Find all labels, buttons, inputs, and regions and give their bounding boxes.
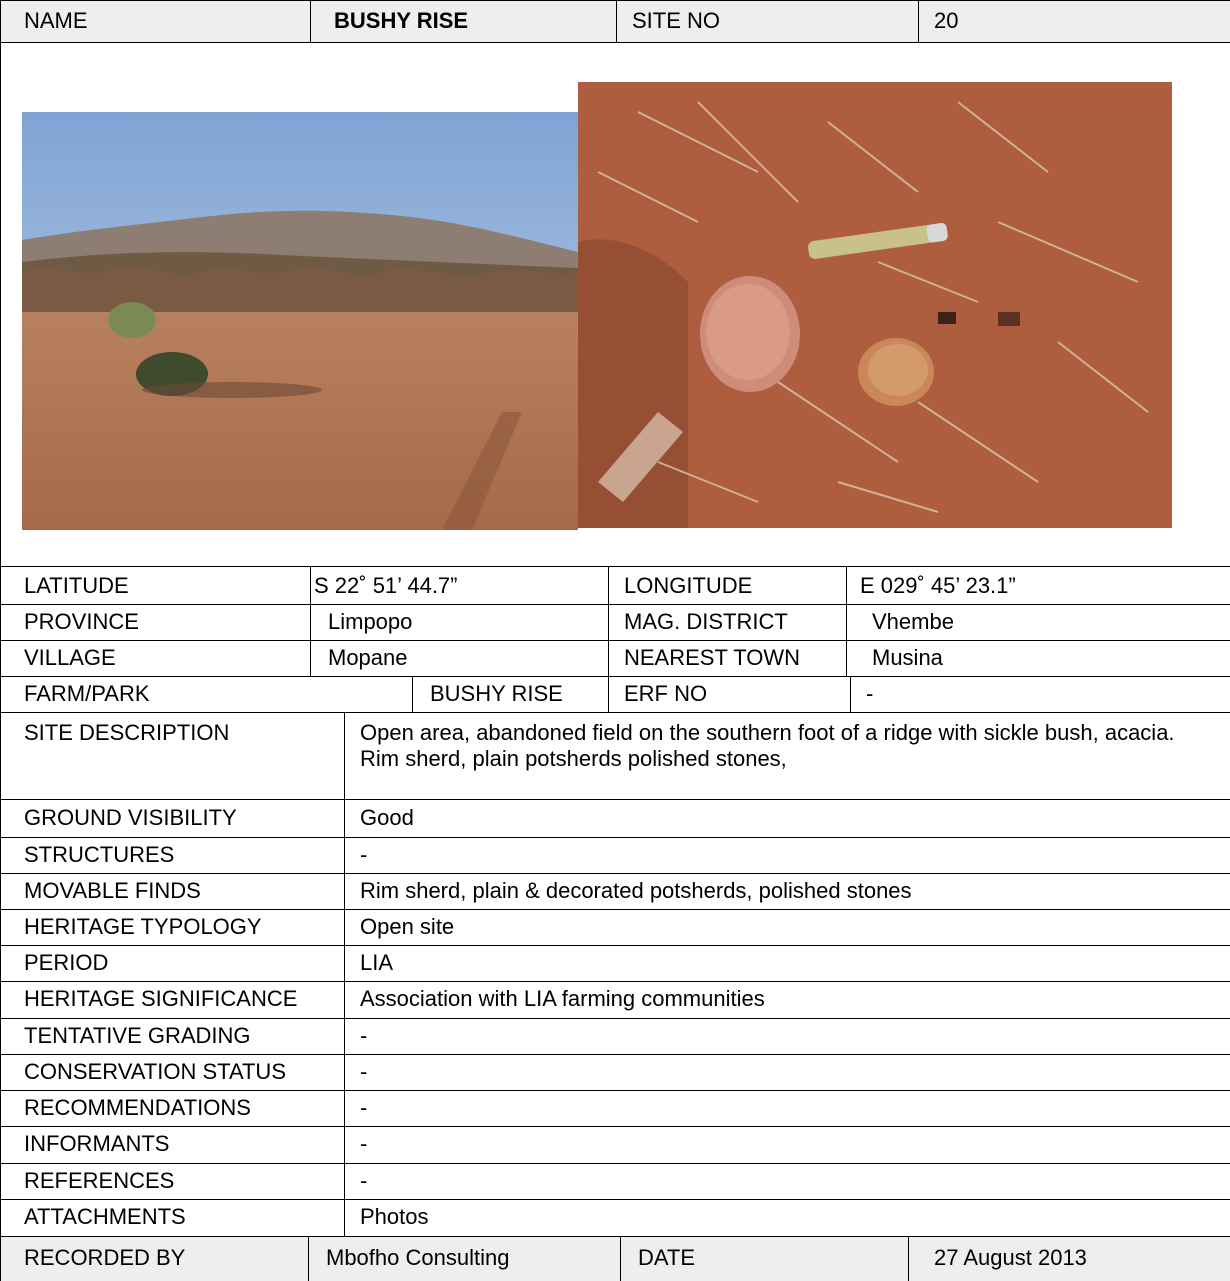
column-divider <box>412 676 413 712</box>
longitude-value: E 029˚ 45’ 23.1” <box>860 572 1016 598</box>
row-divider <box>0 1199 1230 1200</box>
attachments-label: ATTACHMENTS <box>24 1203 186 1229</box>
name-value: BUSHY RISE <box>334 7 469 33</box>
latitude-label: LATITUDE <box>24 572 129 598</box>
latitude-value: S 22˚ 51’ 44.7” <box>314 572 458 598</box>
row-divider <box>0 676 1230 677</box>
column-divider <box>308 1236 309 1281</box>
province-label: PROVINCE <box>24 608 139 634</box>
conservation-status-label: CONSERVATION STATUS <box>24 1058 286 1084</box>
structures-value: - <box>360 841 368 867</box>
row-divider <box>0 566 1230 567</box>
row-divider <box>0 604 1230 605</box>
period-label: PERIOD <box>24 949 109 975</box>
farm-label: FARM/PARK <box>24 680 150 706</box>
references-label: REFERENCES <box>24 1167 175 1193</box>
column-divider <box>918 0 919 42</box>
row-divider <box>0 1090 1230 1091</box>
site-description-label: SITE DESCRIPTION <box>24 720 230 745</box>
attachments-value: Photos <box>360 1203 429 1229</box>
column-divider <box>620 1236 621 1281</box>
period-value: LIA <box>360 949 394 975</box>
informants-value: - <box>360 1131 368 1157</box>
farm-value: BUSHY RISE <box>430 680 563 706</box>
column-divider <box>908 1236 909 1281</box>
references-value: - <box>360 1167 368 1193</box>
village-label: VILLAGE <box>24 644 116 670</box>
row-divider <box>0 981 1230 982</box>
column-divider <box>616 0 617 42</box>
heritage-significance-label: HERITAGE SIGNIFICANCE <box>24 986 298 1012</box>
row-divider <box>0 873 1230 874</box>
nearest-town-label: NEAREST TOWN <box>624 644 801 670</box>
row-divider <box>0 1018 1230 1019</box>
province-value: Limpopo <box>328 608 413 634</box>
column-divider <box>344 712 345 1236</box>
mag-district-label: MAG. DISTRICT <box>624 608 788 634</box>
recorded-by-label: RECORDED BY <box>24 1245 186 1271</box>
movable-finds-label: MOVABLE FINDS <box>24 877 201 903</box>
row-divider <box>0 1126 1230 1127</box>
recorded-by-value: Mbofho Consulting <box>326 1245 510 1271</box>
nearest-town-value: Musina <box>872 644 943 670</box>
ground-visibility-value: Good <box>360 805 414 831</box>
column-divider <box>608 566 609 712</box>
site-no-label: SITE NO <box>632 7 721 33</box>
heritage-typology-label: HERITAGE TYPOLOGY <box>24 913 262 939</box>
row-divider <box>0 1163 1230 1164</box>
date-value: 27 August 2013 <box>934 1245 1087 1271</box>
column-divider <box>846 566 847 676</box>
site-description-value: Open area, abandoned field on the southern foot of a ridge with sickle bush, acacia. Rim sherd, plain potsherds polished stones, <box>360 720 1175 772</box>
heritage-typology-value: Open site <box>360 913 455 939</box>
row-divider <box>0 712 1230 713</box>
site-no-value: 20 <box>934 7 959 33</box>
recommendations-value: - <box>360 1094 368 1120</box>
ground-visibility-label: GROUND VISIBILITY <box>24 805 237 831</box>
heritage-significance-value: Association with LIA farming communities <box>360 986 765 1012</box>
conservation-status-value: - <box>360 1058 368 1084</box>
tentative-grading-value: - <box>360 1022 368 1048</box>
column-divider <box>310 0 311 42</box>
movable-finds-value: Rim sherd, plain & decorated potsherds, polished stones <box>360 877 912 903</box>
column-divider <box>850 676 851 712</box>
village-value: Mopane <box>328 644 408 670</box>
informants-label: INFORMANTS <box>24 1131 170 1157</box>
row-divider <box>0 1054 1230 1055</box>
row-divider <box>0 945 1230 946</box>
row-divider <box>0 799 1230 800</box>
longitude-label: LONGITUDE <box>624 572 753 598</box>
row-divider <box>0 42 1230 43</box>
mag-district-value: Vhembe <box>872 608 954 634</box>
column-divider <box>310 566 311 676</box>
row-divider <box>0 640 1230 641</box>
erf-label: ERF NO <box>624 680 708 706</box>
name-label: NAME <box>24 7 88 33</box>
tentative-grading-label: TENTATIVE GRADING <box>24 1022 251 1048</box>
structures-label: STRUCTURES <box>24 841 175 867</box>
row-divider <box>0 1236 1230 1237</box>
date-label: DATE <box>638 1245 696 1271</box>
row-divider <box>0 909 1230 910</box>
row-divider <box>0 837 1230 838</box>
erf-value: - <box>866 680 874 706</box>
recommendations-label: RECOMMENDATIONS <box>24 1094 251 1120</box>
